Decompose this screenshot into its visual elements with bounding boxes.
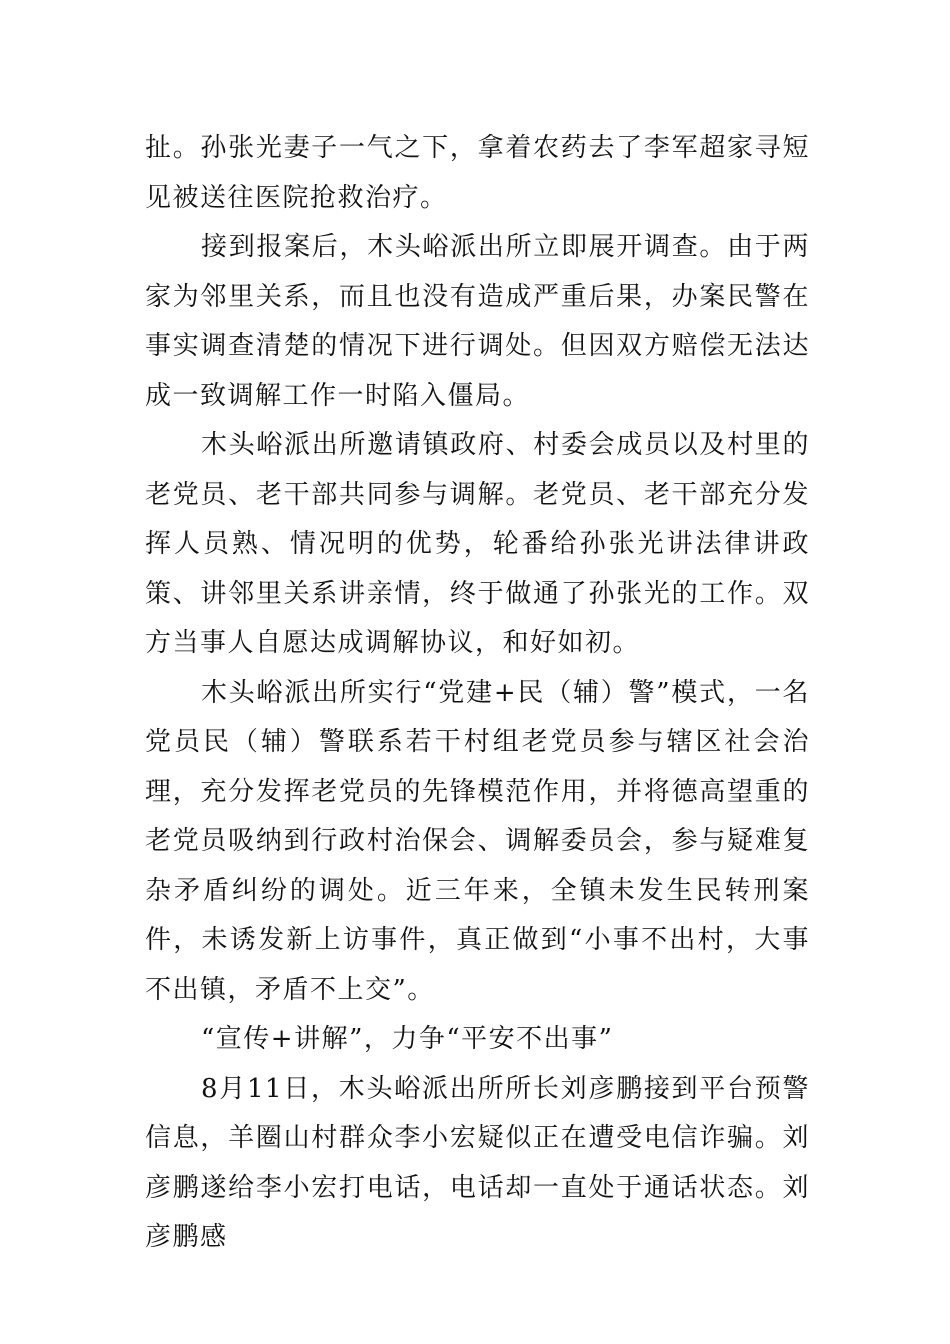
paragraph-fraud-warning: 8月11日，木头峪派出所所长刘彦鹏接到平台预警信息，羊圈山村群众李小宏疑似正在遭受电信诈骗。刘彦鹏遂给李小宏打电话，电话却一直处于通话状态。刘彦鹏感 [145,1073,810,1252]
section-subheading: “宣传+讲解”，力争“平安不出事” [201,1024,614,1054]
paragraph-investigation: 接到报案后，木头峪派出所立即展开调查。由于两家为邻里关系，而且也没有造成严重后果，办案民警在事实调查清楚的情况下进行调处。但因双方赔偿无法达成一致调解工作一时陷入僵局。 [145,232,810,411]
paragraph-party-model: 木头峪派出所实行“党建+民（辅）警”模式，一名党员民（辅）警联系若干村组老党员参与辖区社会治理，充分发挥老党员的先锋模范作用，并将德高望重的老党员吸纳到行政村治保会、调解委员会，参与疑难复杂矛盾纠纷的调处。近三年来，全镇未发生民转刑案件，未诱发新上访事件，真正做到“小事不出村，大事不出镇，矛盾不上交”。 [145,677,810,1005]
paragraph-mediation: 木头峪派出所邀请镇政府、村委会成员以及村里的老党员、老干部共同参与调解。老党员、老干部充分发挥人员熟、情况明的优势，轮番给孙张光讲法律讲政策、讲邻里关系讲亲情，终于做通了孙张光的工作。双方当事人自愿达成调解协议，和好如初。 [145,430,810,658]
paragraph-continuation: 扯。孙张光妻子一气之下，拿着农药去了李军超家寻短见被送往医院抢救治疗。 [145,133,810,213]
body-text [145,124,810,1263]
